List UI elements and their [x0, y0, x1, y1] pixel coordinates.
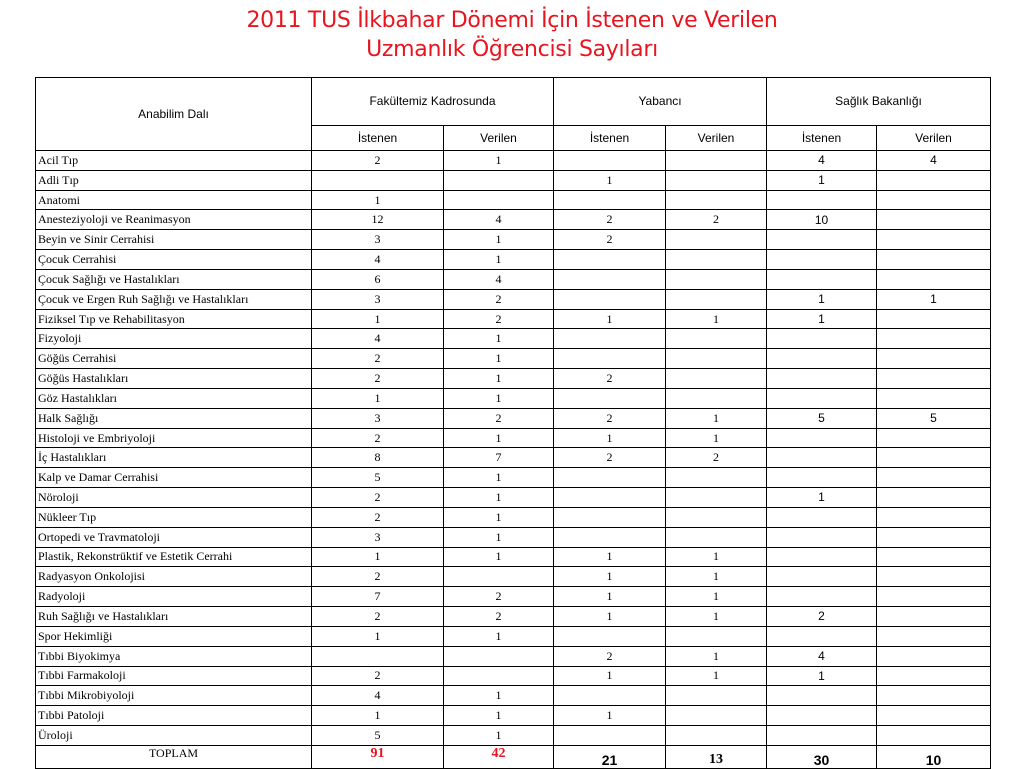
- value-cell: 5: [877, 408, 991, 428]
- value-cell: 5: [312, 726, 444, 746]
- value-cell: [554, 507, 666, 527]
- value-cell: 1: [444, 329, 554, 349]
- value-cell: 2: [444, 408, 554, 428]
- value-cell: [444, 190, 554, 210]
- table-row: [36, 488, 991, 508]
- table-row: [36, 170, 991, 190]
- value-cell: [767, 250, 877, 270]
- table-row: [36, 686, 991, 706]
- value-cell: [666, 151, 767, 171]
- value-cell: [554, 468, 666, 488]
- value-cell: 2: [312, 567, 444, 587]
- table-body: [36, 151, 991, 746]
- value-cell: 1: [554, 547, 666, 567]
- value-cell: 4: [767, 151, 877, 171]
- value-cell: [877, 567, 991, 587]
- value-cell: 10: [767, 210, 877, 230]
- value-cell: 2: [312, 607, 444, 627]
- value-cell: [554, 269, 666, 289]
- value-cell: [554, 527, 666, 547]
- value-cell: [877, 547, 991, 567]
- table-row: [36, 428, 991, 448]
- value-cell: 1: [444, 488, 554, 508]
- value-cell: [767, 527, 877, 547]
- group-header-ministry: Sağlık Bakanlığı: [767, 78, 991, 126]
- table-row: [36, 567, 991, 587]
- value-cell: [554, 686, 666, 706]
- department-name: Çocuk Sağlığı ve Hastalıkları: [36, 269, 312, 289]
- total-cell: 42: [444, 745, 554, 768]
- value-cell: [877, 190, 991, 210]
- value-cell: [666, 488, 767, 508]
- value-cell: 1: [444, 349, 554, 369]
- group-header-faculty: Fakültemiz Kadrosunda: [312, 78, 554, 126]
- value-cell: [877, 329, 991, 349]
- department-name: Beyin ve Sinir Cerrahisi: [36, 230, 312, 250]
- value-cell: 2: [554, 230, 666, 250]
- department-name: Anesteziyoloji ve Reanimasyon: [36, 210, 312, 230]
- table-row: [36, 388, 991, 408]
- department-name: Ruh Sağlığı ve Hastalıkları: [36, 607, 312, 627]
- total-cell: 10: [877, 745, 991, 768]
- total-cell: 13: [666, 745, 767, 768]
- value-cell: [767, 587, 877, 607]
- value-cell: [767, 507, 877, 527]
- value-cell: 1: [554, 170, 666, 190]
- value-cell: 4: [312, 250, 444, 270]
- value-cell: 1: [554, 309, 666, 329]
- value-cell: [877, 507, 991, 527]
- department-name: Nöroloji: [36, 488, 312, 508]
- value-cell: [312, 170, 444, 190]
- value-cell: [877, 349, 991, 369]
- value-cell: 4: [444, 269, 554, 289]
- table-row: [36, 289, 991, 309]
- department-name: Göz Hastalıkları: [36, 388, 312, 408]
- value-cell: [767, 448, 877, 468]
- value-cell: 1: [444, 468, 554, 488]
- table-row: [36, 349, 991, 369]
- department-name: Histoloji ve Embriyoloji: [36, 428, 312, 448]
- value-cell: 1: [444, 428, 554, 448]
- value-cell: 1: [444, 706, 554, 726]
- value-cell: [554, 388, 666, 408]
- value-cell: 1: [554, 706, 666, 726]
- value-cell: [666, 507, 767, 527]
- value-cell: 1: [666, 547, 767, 567]
- value-cell: [877, 369, 991, 389]
- value-cell: [554, 329, 666, 349]
- value-cell: [666, 190, 767, 210]
- quota-table: [35, 77, 991, 769]
- table-row: [36, 666, 991, 686]
- value-cell: 1: [312, 190, 444, 210]
- value-cell: [444, 646, 554, 666]
- value-cell: [877, 269, 991, 289]
- value-cell: 1: [554, 607, 666, 627]
- value-cell: [877, 388, 991, 408]
- value-cell: 1: [554, 567, 666, 587]
- value-cell: 5: [767, 408, 877, 428]
- value-cell: [877, 607, 991, 627]
- value-cell: [666, 388, 767, 408]
- value-cell: 4: [444, 210, 554, 230]
- department-name: Tıbbi Farmakoloji: [36, 666, 312, 686]
- value-cell: [877, 666, 991, 686]
- value-cell: [767, 388, 877, 408]
- value-cell: [554, 289, 666, 309]
- value-cell: 1: [666, 646, 767, 666]
- department-name: Halk Sağlığı: [36, 408, 312, 428]
- subheader-requested: İstenen: [554, 125, 666, 150]
- value-cell: 1: [444, 388, 554, 408]
- department-name: Tıbbi Biyokimya: [36, 646, 312, 666]
- department-name: Göğüs Hastalıkları: [36, 369, 312, 389]
- total-cell: 21: [554, 745, 666, 768]
- department-name: Ortopedi ve Travmatoloji: [36, 527, 312, 547]
- table-row: [36, 646, 991, 666]
- value-cell: 2: [444, 607, 554, 627]
- value-cell: 2: [312, 151, 444, 171]
- value-cell: 2: [444, 309, 554, 329]
- value-cell: 1: [444, 151, 554, 171]
- department-name: Adli Tıp: [36, 170, 312, 190]
- value-cell: [666, 230, 767, 250]
- value-cell: [767, 547, 877, 567]
- value-cell: 1: [666, 309, 767, 329]
- value-cell: [444, 170, 554, 190]
- value-cell: 3: [312, 408, 444, 428]
- value-cell: 1: [554, 428, 666, 448]
- department-name: Nükleer Tıp: [36, 507, 312, 527]
- table-row: [36, 151, 991, 171]
- value-cell: 2: [554, 646, 666, 666]
- value-cell: 1: [767, 488, 877, 508]
- value-cell: 2: [312, 428, 444, 448]
- total-cell: 30: [767, 745, 877, 768]
- value-cell: [767, 726, 877, 746]
- table-row: [36, 726, 991, 746]
- department-name: Üroloji: [36, 726, 312, 746]
- department-name: Tıbbi Mikrobiyoloji: [36, 686, 312, 706]
- value-cell: [877, 686, 991, 706]
- value-cell: 1: [312, 706, 444, 726]
- department-name: Anatomi: [36, 190, 312, 210]
- value-cell: [767, 626, 877, 646]
- department-name: Spor Hekimliği: [36, 626, 312, 646]
- value-cell: [666, 369, 767, 389]
- value-cell: 1: [666, 567, 767, 587]
- value-cell: 5: [312, 468, 444, 488]
- value-cell: 2: [444, 289, 554, 309]
- department-name: Çocuk ve Ergen Ruh Sağlığı ve Hastalıkları: [36, 289, 312, 309]
- subheader-given: Verilen: [444, 125, 554, 150]
- value-cell: [666, 250, 767, 270]
- value-cell: 4: [877, 151, 991, 171]
- department-name: Kalp ve Damar Cerrahisi: [36, 468, 312, 488]
- value-cell: 3: [312, 527, 444, 547]
- table-row: [36, 230, 991, 250]
- value-cell: [554, 190, 666, 210]
- value-cell: 1: [554, 666, 666, 686]
- value-cell: [877, 230, 991, 250]
- value-cell: 4: [312, 329, 444, 349]
- value-cell: 2: [666, 448, 767, 468]
- value-cell: [767, 230, 877, 250]
- department-name: Tıbbi Patoloji: [36, 706, 312, 726]
- value-cell: 1: [444, 626, 554, 646]
- value-cell: [767, 706, 877, 726]
- value-cell: [444, 567, 554, 587]
- table-row: [36, 587, 991, 607]
- value-cell: 7: [444, 448, 554, 468]
- value-cell: [767, 190, 877, 210]
- page-title: [0, 6, 1024, 64]
- table-row: [36, 369, 991, 389]
- value-cell: [666, 626, 767, 646]
- value-cell: 1: [444, 547, 554, 567]
- department-name: Radyoloji: [36, 587, 312, 607]
- value-cell: [554, 349, 666, 369]
- value-cell: [877, 309, 991, 329]
- value-cell: 2: [312, 349, 444, 369]
- value-cell: 2: [312, 666, 444, 686]
- value-cell: 1: [767, 170, 877, 190]
- value-cell: [877, 468, 991, 488]
- department-name: Fizyoloji: [36, 329, 312, 349]
- total-cell: 91: [312, 745, 444, 768]
- value-cell: [877, 448, 991, 468]
- value-cell: [666, 686, 767, 706]
- value-cell: [666, 170, 767, 190]
- value-cell: 1: [444, 527, 554, 547]
- value-cell: 2: [554, 408, 666, 428]
- value-cell: [877, 428, 991, 448]
- subheader-requested: İstenen: [312, 125, 444, 150]
- value-cell: 1: [312, 626, 444, 646]
- value-cell: 1: [444, 250, 554, 270]
- value-cell: [877, 488, 991, 508]
- value-cell: 1: [666, 428, 767, 448]
- value-cell: 1: [444, 369, 554, 389]
- value-cell: [877, 706, 991, 726]
- value-cell: [767, 567, 877, 587]
- value-cell: [666, 468, 767, 488]
- value-cell: 1: [444, 507, 554, 527]
- department-name: Radyasyon Onkolojisi: [36, 567, 312, 587]
- value-cell: 3: [312, 230, 444, 250]
- value-cell: [767, 349, 877, 369]
- value-cell: 1: [444, 686, 554, 706]
- value-cell: 4: [312, 686, 444, 706]
- value-cell: 2: [312, 488, 444, 508]
- table-row: [36, 250, 991, 270]
- total-row: [36, 745, 991, 768]
- total-label: TOPLAM: [36, 745, 312, 768]
- value-cell: [666, 289, 767, 309]
- department-column-header: Anabilim Dalı: [36, 78, 312, 151]
- table-row: [36, 527, 991, 547]
- value-cell: [767, 329, 877, 349]
- value-cell: 1: [666, 408, 767, 428]
- subheader-requested: İstenen: [767, 125, 877, 150]
- value-cell: [877, 726, 991, 746]
- value-cell: 1: [666, 666, 767, 686]
- table-row: [36, 607, 991, 627]
- department-name: Çocuk Cerrahisi: [36, 250, 312, 270]
- table-row: [36, 190, 991, 210]
- value-cell: 1: [767, 309, 877, 329]
- value-cell: [877, 527, 991, 547]
- value-cell: [767, 269, 877, 289]
- table-row: [36, 269, 991, 289]
- department-name: Fiziksel Tıp ve Rehabilitasyon: [36, 309, 312, 329]
- value-cell: [554, 726, 666, 746]
- value-cell: [666, 726, 767, 746]
- value-cell: 8: [312, 448, 444, 468]
- value-cell: [666, 269, 767, 289]
- subheader-given: Verilen: [666, 125, 767, 150]
- table-row: [36, 547, 991, 567]
- value-cell: 1: [666, 587, 767, 607]
- value-cell: 1: [312, 388, 444, 408]
- value-cell: 2: [444, 587, 554, 607]
- value-cell: [877, 210, 991, 230]
- value-cell: [554, 151, 666, 171]
- value-cell: 2: [554, 210, 666, 230]
- value-cell: 1: [666, 607, 767, 627]
- value-cell: [554, 250, 666, 270]
- table-row: [36, 329, 991, 349]
- value-cell: [554, 488, 666, 508]
- department-name: Plastik, Rekonstrüktif ve Estetik Cerrahi: [36, 547, 312, 567]
- table-row: [36, 448, 991, 468]
- value-cell: 12: [312, 210, 444, 230]
- table-row: [36, 706, 991, 726]
- value-cell: 1: [312, 547, 444, 567]
- table-row: [36, 468, 991, 488]
- value-cell: 1: [767, 666, 877, 686]
- value-cell: [767, 428, 877, 448]
- value-cell: [877, 626, 991, 646]
- value-cell: [767, 686, 877, 706]
- value-cell: 2: [666, 210, 767, 230]
- value-cell: 1: [444, 230, 554, 250]
- value-cell: 1: [877, 289, 991, 309]
- department-name: İç Hastalıkları: [36, 448, 312, 468]
- value-cell: 2: [312, 369, 444, 389]
- value-cell: 3: [312, 289, 444, 309]
- value-cell: [877, 170, 991, 190]
- value-cell: [444, 666, 554, 686]
- value-cell: 1: [444, 726, 554, 746]
- value-cell: [666, 329, 767, 349]
- value-cell: [877, 250, 991, 270]
- table-row: [36, 309, 991, 329]
- value-cell: 4: [767, 646, 877, 666]
- department-name: Göğüs Cerrahisi: [36, 349, 312, 369]
- value-cell: 1: [554, 587, 666, 607]
- value-cell: 2: [554, 369, 666, 389]
- subheader-given: Verilen: [877, 125, 991, 150]
- value-cell: [666, 349, 767, 369]
- value-cell: 1: [312, 309, 444, 329]
- value-cell: [767, 468, 877, 488]
- value-cell: [877, 646, 991, 666]
- department-name: Acil Tıp: [36, 151, 312, 171]
- value-cell: [554, 626, 666, 646]
- table-row: [36, 507, 991, 527]
- value-cell: [666, 527, 767, 547]
- title-line-2: Uzmanlık Öğrencisi Sayıları: [366, 37, 658, 62]
- group-header-foreign: Yabancı: [554, 78, 767, 126]
- value-cell: 2: [554, 448, 666, 468]
- value-cell: [877, 587, 991, 607]
- value-cell: [767, 369, 877, 389]
- table-row: [36, 408, 991, 428]
- value-cell: [312, 646, 444, 666]
- title-line-1: 2011 TUS İlkbahar Dönemi İçin İstenen ve Verilen: [246, 8, 778, 33]
- value-cell: 2: [312, 507, 444, 527]
- value-cell: [666, 706, 767, 726]
- value-cell: 2: [767, 607, 877, 627]
- value-cell: 1: [767, 289, 877, 309]
- value-cell: 7: [312, 587, 444, 607]
- value-cell: 6: [312, 269, 444, 289]
- table-row: [36, 210, 991, 230]
- table-row: [36, 626, 991, 646]
